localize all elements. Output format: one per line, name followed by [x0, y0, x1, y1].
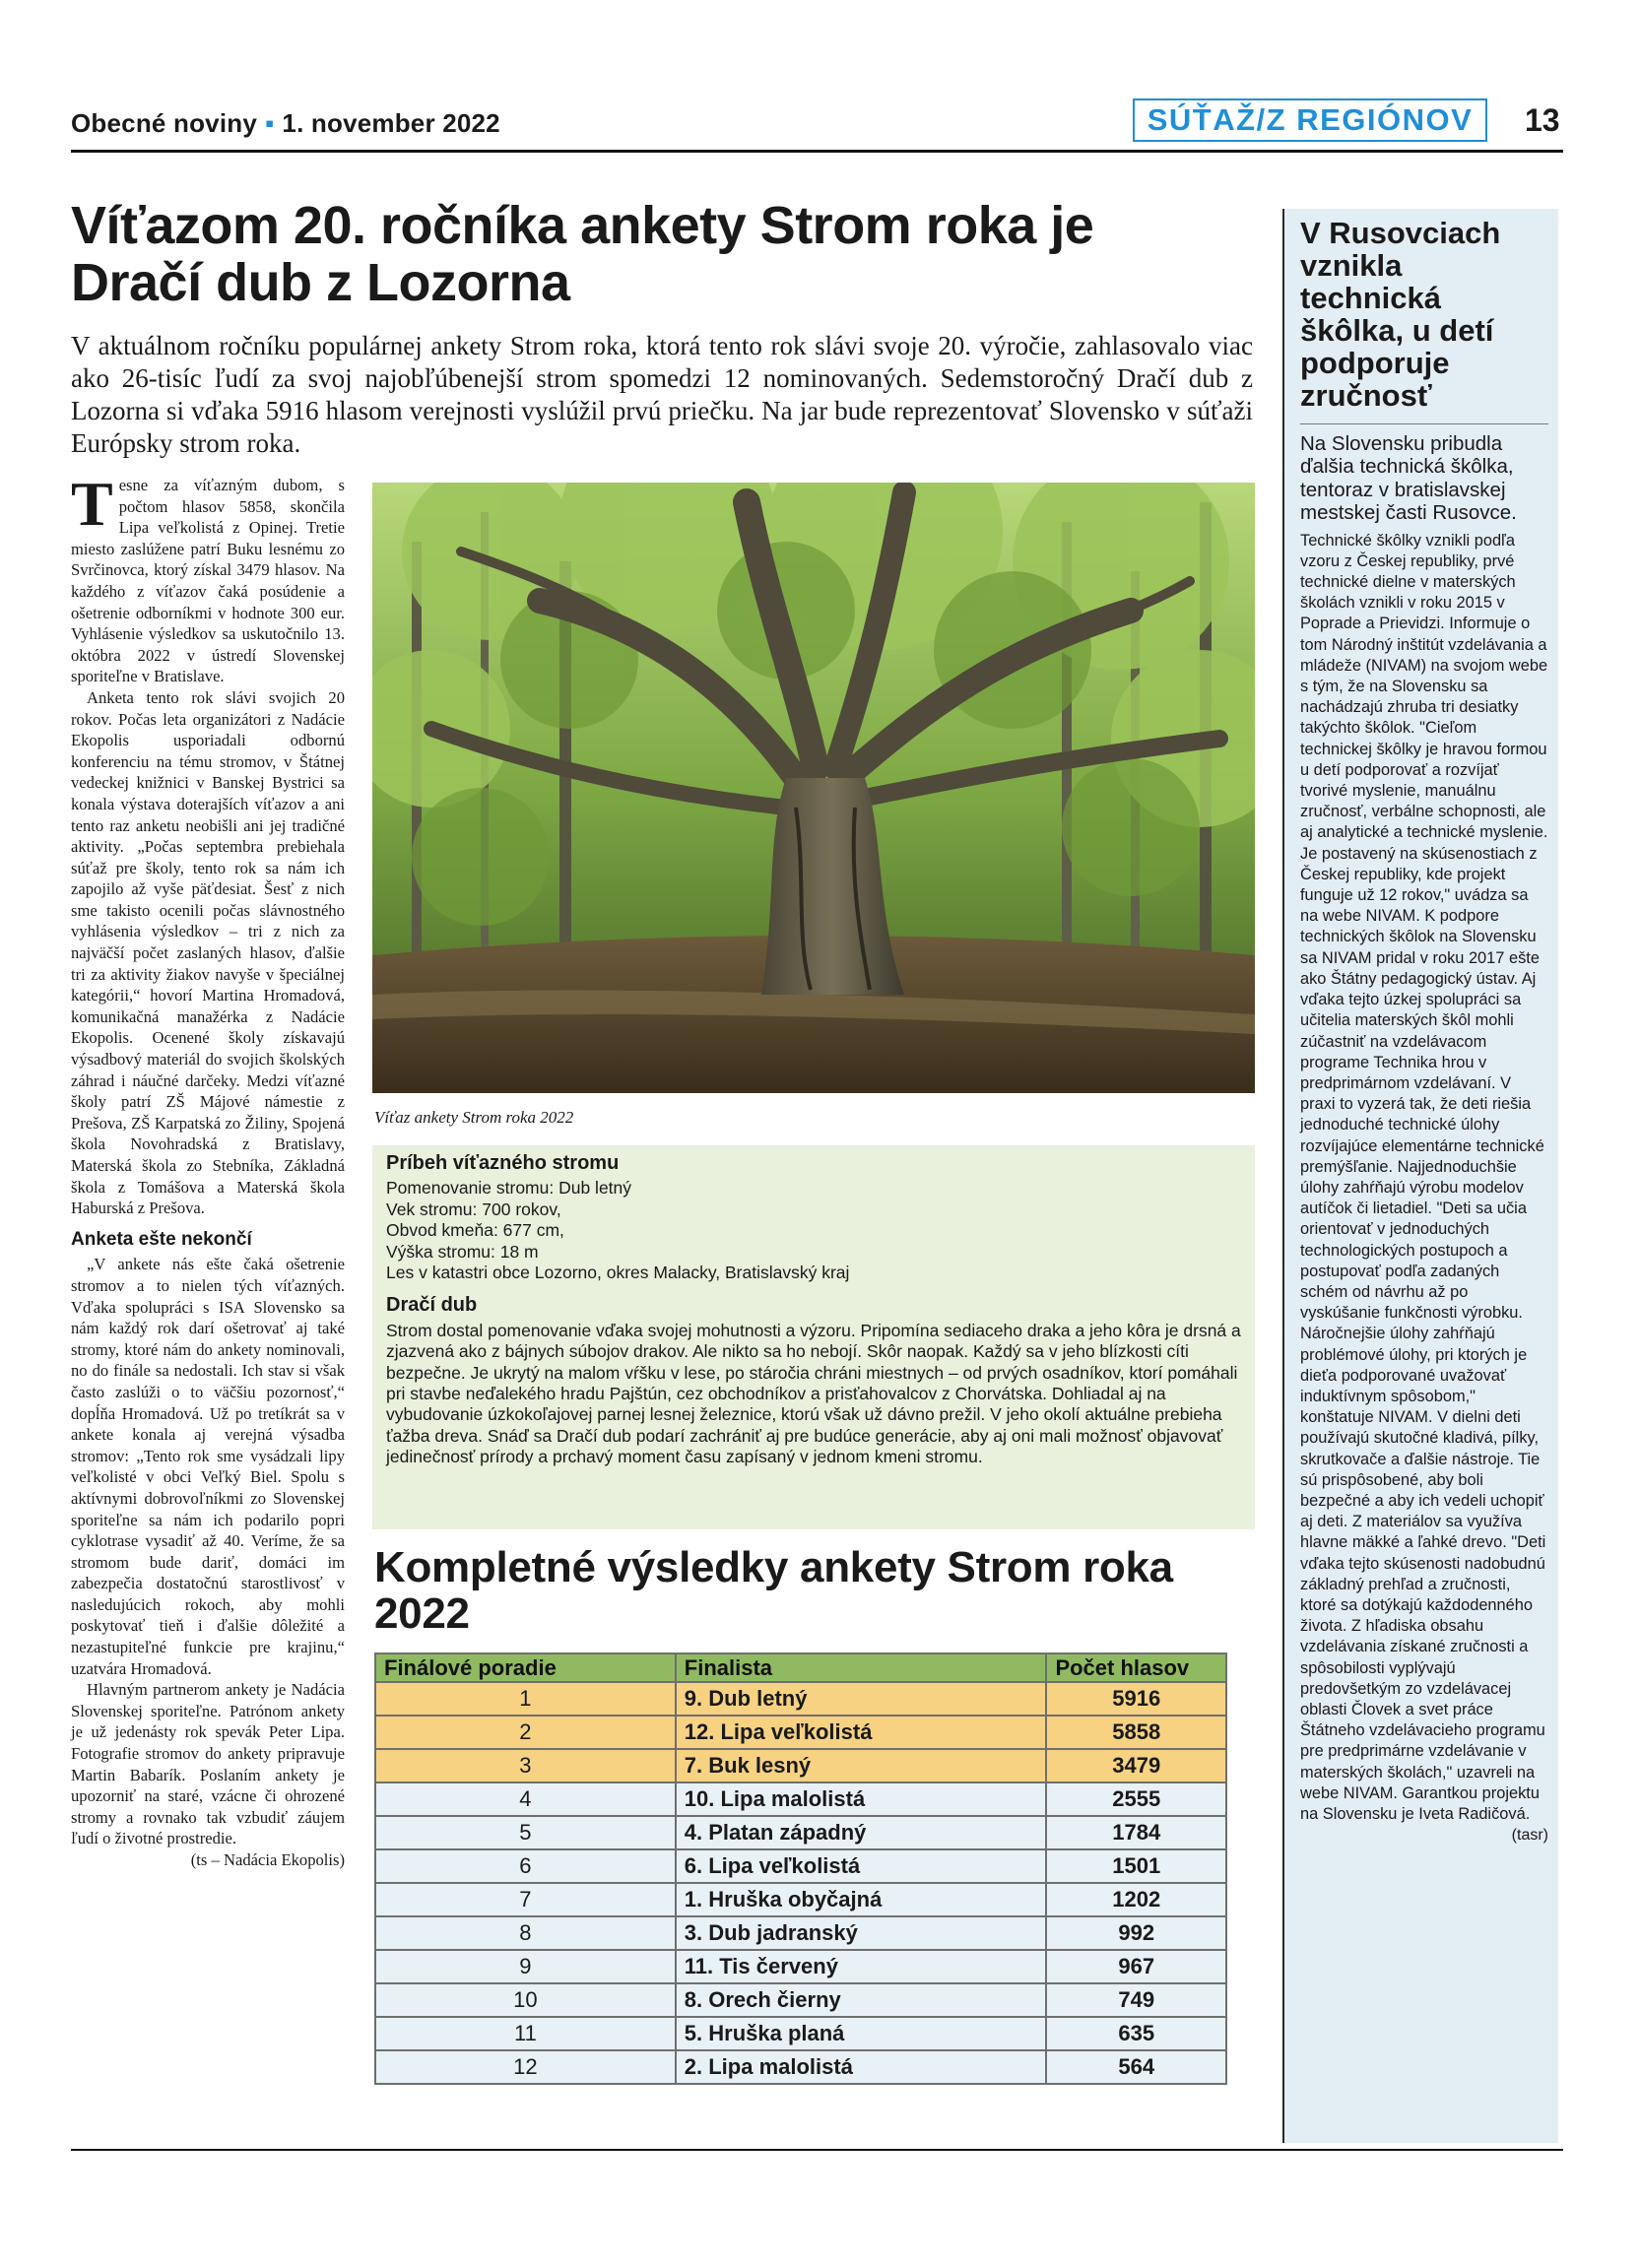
rank-cell: 7 [375, 1883, 676, 1916]
fact-height: Výška stromu: 18 m [386, 1241, 539, 1262]
page-number: 13 [1525, 102, 1560, 138]
finalist-cell: 3. Dub jadranský [676, 1916, 1047, 1950]
sidebar-title: V Rusovciach vznikla technická škôlka, u detí podporuje zručnosť [1300, 216, 1501, 413]
finalist-cell: 1. Hruška obyčajná [676, 1883, 1047, 1916]
sidebar-divider [1300, 423, 1548, 424]
article-paragraph [71, 469, 345, 687]
article-paragraph: „V ankete nás ešte čaká ošetrenie stromov a to nielen tých víťazných. Vďaka spolupráci s ISA Slovensko sa nám každý rok darí ošetrovať aj také stromy, ktoré nám do ankety nominovali, no do finále sa nedostali. Ich stav si však často zaslúži o to väčšiu pozornosť,“ dopĺňa Hromadová. Už po tretíkrát sa v ankete konala aj verejná výsadba stromov: „Tento rok sme vysádzali lipy veľkolisté v obci Veľký Biel. Spolu s aktívnymi dobrovoľníkmi zo Slovenskej sporiteľne sa nám ich podarilo popri cyklotrase vysadiť až 40. Veríme, že sa stromom bude dariť, domáci im zabezpečia dostatočnú starostlivosť v nasledujúcich rokoch, aby mohli poskytovať tieň i ďalšie dôležité a nezastupiteľné funkcie pre krajinu,“ uzatvára Hromadová. [71, 1255, 345, 1678]
section-label: SÚŤAŽ/Z REGIÓNOV [1133, 98, 1487, 142]
article-body [71, 469, 345, 1871]
rank-cell: 6 [375, 1849, 676, 1883]
finalist-cell: 9. Dub letný [676, 1682, 1047, 1716]
rank-cell: 11 [375, 2017, 676, 2050]
table-row [375, 2050, 1226, 2084]
finalist-cell: 2. Lipa malolistá [676, 2050, 1047, 2084]
story-title: Príbeh víťazného stromu [386, 1152, 620, 1174]
table-row [375, 1916, 1226, 1950]
sidebar-lead: Na Slovensku pribudla ďalšia technická škôlka, tentoraz v bratislavskej mestskej časti Rusovce. [1300, 432, 1517, 525]
masthead [71, 108, 500, 139]
rank-cell: 2 [375, 1716, 676, 1749]
votes-cell: 564 [1046, 2050, 1226, 2084]
story-text: Strom dostal pomenovanie vďaka svojej mohutnosti a výzoru. Pripomína sediaceho draka a jeho kôra je drsná a zjazvená ako z bájnych súbojov drakov. Ale nikto sa ho nebojí. Skôr naopak. Každý sa v jeho blízkosti cíti bezpečne. Je ukrytý na malom vŕšku v lese, po stáročia chráni miestnych – od prvých osadníkov, ktorí pomáhali pri stavbe neďalekého hradu Pajštún, cez obchodníkov a prisťahovalcov z Chorvátska. Dohliadal aj na vybudovanie úzkokoľajovej parnej lesnej železnice, ktorú však už dávno prežil. V jeho okolí aktuálne prebieha ťažba dreva. Snáď sa Dračí dub podarí zachrániť aj pre budúce generácie, aby aj oni mali možnosť objavovať jedinečnosť prírody a prchavý moment času zapísaný v jednom kmeni stromu. [386, 1320, 1241, 1467]
rank-cell: 8 [375, 1916, 676, 1950]
dropcap: T [71, 469, 113, 539]
sidebar-body: Technické škôlky vznikli podľa vzoru z Českej republiky, prvé technické dielne v materských školách vznikli v roku 2015 v Poprade a Prievidzi. Informuje o tom Národný inštitút vzdelávania a mládeže (NIVAM) na svojom webe s tým, že na Slovensku sa nachádzajú zhruba tri desiatky takýchto škôlok. "Cieľom technickej škôlky je hravou formou u detí podporovať a rozvíjať tvorivé myslenie, manuálnu zručnosť, verbálne schopnosti, ale aj analytické a technické myslenie. Je postavený na skúsenostiach z Českej republiky, kde projekt funguje už 12 rokov," uvádza sa na webe NIVAM. K podpore technických škôlok na Slovensku sa NIVAM pridal v roku 2017 ešte ako Štátny pedagogický ústav. Aj vďaka tejto úzkej spolupráci sa učitelia materských škôl mohli zúčastniť na vzdelávacom programe Technika hrou v predprimárnom vzdelávaní. V praxi to vyzerá tak, že deti riešia jednoduché technické úlohy rozvíjajúce elementárne technické premýšľanie. Najjednoduchšie úlohy zahŕňajú výrobu modelov autíčok či lietadiel. "Deti sa učia orientovať v jednoduchých technologických postupoch a postupovať podľa zadaných schém od návrhu až po vyskúšanie funkčnosti výrobku. Náročnejšie úlohy zahŕňajú problémové úlohy, pri ktorých je dieťa podporované uvažovať induktívnym spôsobom," konštatuje NIVAM. V dielni deti používajú skutočné kladivá, pílky, skrutkovače a ďalšie nástroje. Tie sú prispôsobené, aby boli bezpečné a aby ich vedeli uchopiť aj deti. Z materiálov sa využíva hlavne mäkké a ľahké drevo. "Deti vďaka tejto skúsenosti nadobudnú základný prehľad a zručnosti, ktoré sa dotýkajú každodenného života. Z hľadiska obsahu vzdelávania získané zručnosti a spôsobilosti vyplývajú predovšetkým zo vzdelávacej oblasti Človek a svet práce Štátneho vzdelávacieho programu pre predprimárne vzdelávanie v materských školách," uzavreli na webe NIVAM. Garantkou projektu na Slovensku je Iveta Radičová. [1300, 531, 1548, 1824]
table-row [375, 1782, 1226, 1816]
fact-name: Pomenovanie stromu: Dub letný [386, 1178, 632, 1199]
fact-circumference: Obvod kmeňa: 677 cm, [386, 1220, 564, 1241]
finalist-cell: 10. Lipa malolistá [676, 1782, 1047, 1816]
votes-cell: 5858 [1046, 1716, 1226, 1749]
publication-name: Obecné noviny [71, 108, 257, 138]
article-signature: (ts – Nadácia Ekopolis) [190, 1850, 345, 1869]
votes-cell: 635 [1046, 2017, 1226, 2050]
finalist-cell: 4. Platan západný [676, 1816, 1047, 1849]
rank-cell: 12 [375, 2050, 676, 2084]
paragraph-text: esne za víťazným dubom, s počtom hlasov 5858, skončila Lipa veľkolistá z Opinej. Tretie miesto zaslúžene patrí Buku lesnému zo Svrčinovca, ktorý získal 3479 hlasov. Na každého z víťazov čaká posúdenie a ošetrenie odborníkmi v hodnote 300 eur. Vyhlásenie výsledkov sa uskutočnilo 13. októbra 2022 v ústredí Slovenskej sporiteľne v Bratislave. [71, 476, 345, 686]
votes-cell: 1202 [1046, 1883, 1226, 1916]
rank-cell: 5 [375, 1816, 676, 1849]
table-row [375, 1883, 1226, 1916]
article-subhead: Anketa ešte nekončí [71, 1228, 252, 1250]
column-header-finalist: Finalista [676, 1653, 1047, 1682]
table-row [375, 1950, 1226, 1983]
oak-tree-illustration [372, 483, 1255, 1093]
lead-paragraph: V aktuálnom ročníku populárnej ankety Strom roka, ktorá tento rok slávi svoje 20. výročie, zahlasovalo viac ako 26-tisíc ľudí za svoj najobľúbenejší strom spomedzi 12 nominovaných. Sedemstoročný Dračí dub z Lozorna si vďaka 5916 hlasom verejnosti vyslúžil prvú priečku. Na jar bude reprezentovať Slovensko v súťaži Európsky strom roka. [71, 331, 1253, 458]
votes-cell: 3479 [1046, 1749, 1226, 1782]
story-subtitle: Dračí dub [386, 1294, 478, 1317]
table-row [375, 1749, 1226, 1782]
table-row [375, 2017, 1226, 2050]
headline: Víťazom 20. ročníka ankety Strom roka je Dračí dub z Lozorna [71, 196, 1094, 312]
rank-cell: 9 [375, 1950, 676, 1983]
table-row [375, 1816, 1226, 1849]
finalist-cell: 5. Hruška planá [676, 2017, 1047, 2050]
finalist-cell: 12. Lipa veľkolistá [676, 1716, 1047, 1749]
story-box [372, 1145, 1255, 1529]
header-rule [71, 150, 1563, 153]
table-row [375, 1716, 1226, 1749]
photo-caption: Víťaz ankety Strom roka 2022 [374, 1108, 574, 1127]
table-header-row [375, 1653, 1226, 1682]
votes-cell: 2555 [1046, 1782, 1226, 1816]
votes-cell: 967 [1046, 1950, 1226, 1983]
rank-cell: 1 [375, 1682, 676, 1716]
table-row [375, 1849, 1226, 1883]
tree-photo [372, 483, 1255, 1093]
finalist-cell: 6. Lipa veľkolistá [676, 1849, 1047, 1883]
finalist-cell: 8. Orech čierny [676, 1983, 1047, 2017]
article-paragraph: Anketa tento rok slávi svojich 20 rokov. Počas leta organizátori z Nadácie Ekopolis usporiadali odbornú konferenciu na tému stromov, v Štátnej vedeckej knižnici v Banskej Bystrici sa konala výstava doterajších víťazov a ani tento raz anketu neobišli ani jej tradičné aktivity. „Počas septembra prebiehala súťaž pre školy, tento rok sa nám ich zapojilo až vyše päťdesiat. Šesť z nich sme takisto ocenili počas slávnostného vyhlásenia výsledkov – tri z nich za najväčší počet zaslaných hlasov, ďalšie tri za aktivity žiakov navyše v špeciálnej kategórii,“ hovorí Martina Hromadová, komunikačná manažérka z Nadácie Ekopolis. Ocenené školy získavajú výsadbový materiál do svojich školských záhrad i náučné darčeky. Medzi víťazné školy patrí ZŠ Májové námestie z Prešova, ZŠ Karpatská zo Žiliny, Spojená škola Novohradská z Bratislavy, Materská škola zo Stebníka, Základná škola z Tomášova a Materská škola Haburská z Prešova. [71, 687, 345, 1218]
results-table [374, 1652, 1227, 2085]
table-row [375, 1983, 1226, 2017]
rank-cell: 3 [375, 1749, 676, 1782]
finalist-cell: 7. Buk lesný [676, 1749, 1047, 1782]
results-title: Kompletné výsledky ankety Strom roka 2022 [374, 1543, 1173, 1638]
table-row [375, 1682, 1226, 1716]
column-header-rank: Finálové poradie [375, 1653, 676, 1682]
footer-rule [71, 2149, 1563, 2151]
sidebar-source: (tasr) [1511, 1827, 1548, 1845]
sidebar-article [1282, 209, 1558, 2143]
votes-cell: 5916 [1046, 1682, 1226, 1716]
fact-age: Vek stromu: 700 rokov, [386, 1199, 561, 1219]
votes-cell: 992 [1046, 1916, 1226, 1950]
column-header-votes: Počet hlasov [1046, 1653, 1226, 1682]
fact-location: Les v katastri obce Lozorno, okres Malacky, Bratislavský kraj [386, 1263, 850, 1283]
article-paragraph: Hlavným partnerom ankety je Nadácia Slovenskej sporiteľne. Patrónom ankety je už jedenásty rok spevák Peter Lipa. Fotografie stromov do ankety pripravuje Martin Babarík. Poslaním ankety je upozorniť na staré, vzácne či ohrozené stromy a rovnako tak vzbudiť záujem ľudí o životné prostredie. [71, 1680, 345, 1848]
votes-cell: 1501 [1046, 1849, 1226, 1883]
separator-dot-icon: ▪ [264, 108, 275, 138]
finalist-cell: 11. Tis červený [676, 1950, 1047, 1983]
rank-cell: 10 [375, 1983, 676, 2017]
votes-cell: 1784 [1046, 1816, 1226, 1849]
rank-cell: 4 [375, 1782, 676, 1816]
votes-cell: 749 [1046, 1983, 1226, 2017]
issue-date: 1. november 2022 [282, 108, 500, 138]
tree-facts [386, 1178, 1241, 1283]
